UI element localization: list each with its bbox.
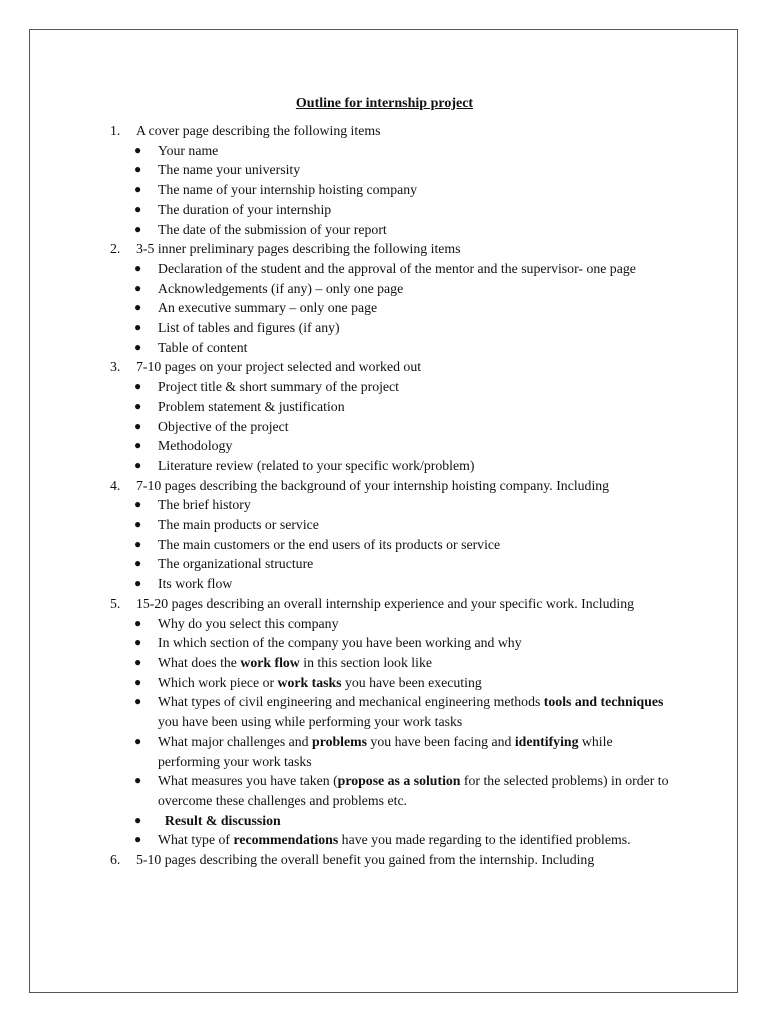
bullet-icon: ● (134, 162, 142, 177)
outline-item-3 (110, 357, 680, 377)
item-number: 2. (110, 241, 121, 257)
item-5-bullets (110, 614, 680, 850)
outline-list (110, 121, 680, 870)
list-item: ● Declaration of the student and the approval of the mentor and the supervisor- one page (110, 259, 680, 279)
bullet-icon: ● (134, 832, 142, 847)
list-item: ● Your name (110, 141, 680, 161)
bullet-icon: ● (134, 497, 142, 512)
outline-item-2 (110, 239, 680, 259)
bullet-icon: ● (134, 221, 142, 236)
bullet-icon: ● (134, 812, 142, 827)
list-item: ● The name of your internship hoisting company (110, 180, 680, 200)
list-item: ● The brief history (110, 495, 680, 515)
bullet-icon: ● (134, 517, 142, 532)
page-title: Outline for internship project (295, 96, 474, 111)
list-item: ● What does the work flow in this section look like (110, 653, 680, 673)
item-4-bullets (110, 495, 680, 594)
bullet-icon: ● (134, 379, 142, 394)
list-item: ● An executive summary – only one page (110, 298, 680, 318)
list-item: ● The organizational structure (110, 554, 680, 574)
bullet-icon: ● (134, 260, 142, 275)
list-item: ● The main products or service (110, 515, 680, 535)
bullet-icon: ● (134, 733, 142, 748)
bullet-icon: ● (134, 320, 142, 335)
bullet-icon: ● (134, 654, 142, 669)
list-item: ● Methodology (110, 436, 680, 456)
list-item: ● Why do you select this company (110, 614, 680, 634)
list-item: ● Literature review (related to your specific work/problem) (110, 456, 680, 476)
list-item: ● What measures you have taken (propose as a solution for the selected problems) in order to overcome these challenges and problems etc. (134, 773, 669, 808)
list-item: ● In which section of the company you have been working and why (110, 633, 680, 653)
bullet-icon: ● (134, 182, 142, 197)
bullet-icon: ● (134, 576, 142, 591)
list-item: ● What major challenges and problems you have been facing and identifying while performing your work tasks (134, 733, 613, 769)
bullet-icon: ● (134, 615, 142, 630)
list-item: ● The date of the submission of your report (110, 220, 680, 240)
list-item: ● What types of civil engineering and mechanical engineering methods tools and techniques you have been using while performing your work tasks (134, 694, 664, 730)
item-number: 6. (110, 852, 121, 868)
item-number: 4. (110, 477, 121, 493)
list-item: ● Which work piece or work tasks you have been executing (110, 673, 680, 693)
bullet-icon: ● (134, 635, 142, 650)
item-text: 3-5 inner preliminary pages describing the following items (136, 241, 461, 257)
list-item: ● Its work flow (110, 574, 680, 594)
bullet-icon: ● (134, 438, 142, 453)
list-item: ● Result & discussion (110, 811, 680, 831)
item-text: 7-10 pages describing the background of your internship hoisting company. Including (136, 477, 610, 493)
bullet-icon: ● (134, 398, 142, 413)
item-text: 5-10 pages describing the overall benefit you gained from the internship. Including (136, 852, 595, 868)
item-number: 3. (110, 359, 121, 375)
bullet-icon: ● (134, 536, 142, 551)
list-item: ● Problem statement & justification (110, 397, 680, 417)
list-item: ● List of tables and figures (if any) (110, 318, 680, 338)
outline-item-5 (110, 594, 680, 614)
list-item: ● What type of recommendations have you made regarding to the identified problems. (110, 830, 680, 850)
item-text: 7-10 pages on your project selected and worked out (136, 359, 422, 375)
outline-item-6 (110, 850, 680, 870)
item-number: 5. (110, 595, 121, 611)
document-page (29, 29, 738, 993)
item-3-bullets (110, 377, 680, 476)
list-item: ● Table of content (110, 338, 680, 358)
item-text: 15-20 pages describing an overall internship experience and your specific work. Including (136, 595, 635, 611)
bullet-icon: ● (134, 142, 142, 157)
bullet-icon: ● (134, 674, 142, 689)
list-item: ● The duration of your internship (110, 200, 680, 220)
list-item: ● The main customers or the end users of its products or service (110, 535, 680, 555)
list-item: ● Project title & short summary of the project (110, 377, 680, 397)
item-1-bullets (110, 141, 680, 240)
list-item: ● Acknowledgements (if any) – only one page (110, 279, 680, 299)
item-number: 1. (110, 123, 121, 138)
item-2-bullets (110, 259, 680, 358)
bullet-icon: ● (134, 694, 142, 709)
bullet-icon: ● (134, 418, 142, 433)
list-item: ● The name your university (110, 160, 680, 180)
outline-item-4 (110, 476, 680, 496)
bullet-icon: ● (134, 280, 142, 295)
bullet-icon: ● (134, 339, 142, 354)
bullet-icon: ● (134, 457, 142, 472)
bullet-icon: ● (134, 300, 142, 315)
bullet-icon: ● (134, 773, 142, 788)
list-item: ● Objective of the project (110, 417, 680, 437)
bullet-icon: ● (134, 201, 142, 216)
bullet-icon: ● (134, 556, 142, 571)
outline-item-1 (110, 121, 680, 141)
item-text: A cover page describing the following items (136, 123, 381, 138)
